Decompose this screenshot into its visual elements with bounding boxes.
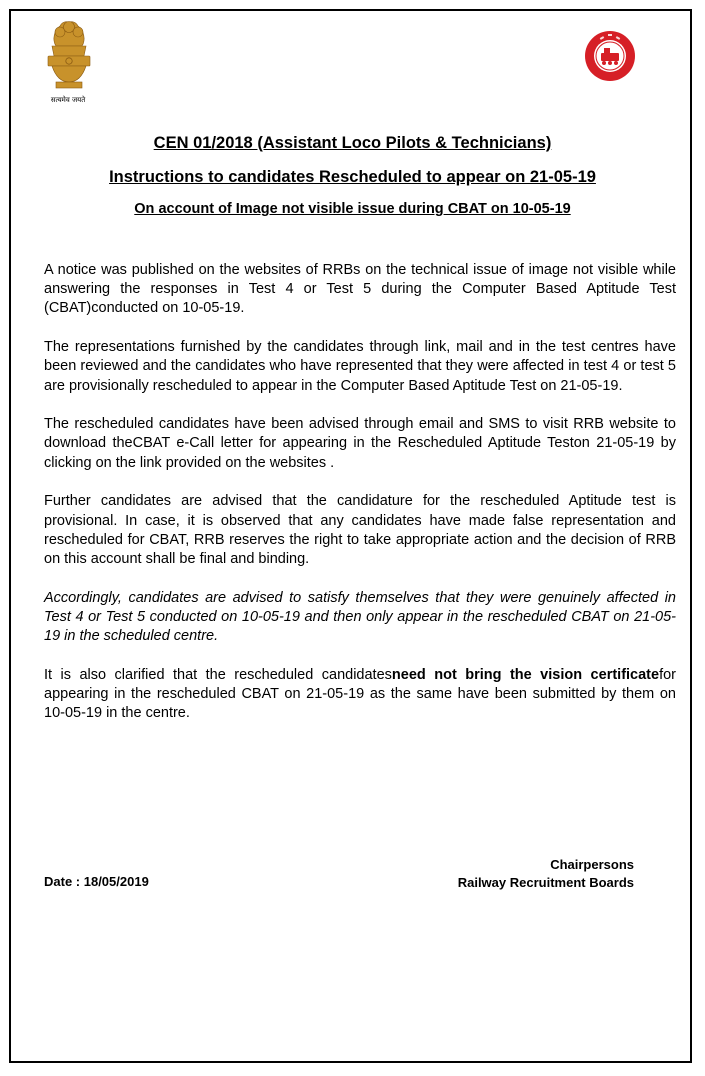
signature-block	[458, 856, 634, 891]
paragraph-4: Further candidates are advised that the candidature for the rescheduled Aptitude test is provisional. In case, it is observed that any candidates have made false representation and rescheduled for CBAT, RRB reserves the right to take appropriate action and the decision of RRB on this account shall be final and binding.	[44, 493, 676, 567]
notice-title-cen: CEN 01/2018 (Assistant Loco Pilots & Technicians)	[153, 134, 552, 152]
notice-body	[44, 261, 676, 723]
indian-railways-logo-icon	[584, 30, 636, 82]
paragraph-6-bold: need not bring the vision certificate	[391, 666, 660, 683]
paragraph-5: Accordingly, candidates are advised to satisfy themselves that they were genuinely affected in Test 4 or Test 5 conducted on 10-05-19 and then only appear in the rescheduled CBAT on 21-05-19 in the scheduled centre.	[44, 589, 676, 645]
signatory-org: Railway Recruitment Boards	[457, 874, 634, 890]
notice-title-reason: On account of Image not visible issue during CBAT on 10-05-19	[134, 201, 571, 217]
notice-date: Date : 18/05/2019	[44, 874, 149, 889]
paragraph-1: A notice was published on the websites of RRBs on the technical issue of image not visible while answering the responses in Test 4 or Test 5 during the Computer Based Aptitude Test (CBAT)conducted on 10-05-19.	[44, 262, 676, 317]
paragraph-2: The representations furnished by the candidates through link, mail and in the test centres have been reviewed and the candidates who have represented that they were affected in test 4 or test 5 are provisionally rescheduled to appear in the Computer Based Aptitude Test on 21-05-19.	[44, 339, 676, 394]
paragraph-6	[44, 666, 676, 724]
notice-title-instructions: Instructions to candidates Rescheduled to appear on 21-05-19	[109, 168, 596, 186]
paragraph-6-text-b: for appearing in the rescheduled CBAT on 21-05-19 as the same have been submitted by them on 10-05-19 in the centre.	[44, 666, 676, 722]
signatory-title: Chairpersons	[550, 857, 634, 872]
emblem-motto: सत्यमेव जयते	[50, 96, 86, 104]
paragraph-6-text-a: It is also clarified that the rescheduled candidates	[44, 666, 392, 683]
paragraph-3: The rescheduled candidates have been advised through email and SMS to visit RRB website to download theCBAT e-Call letter for appearing in the Rescheduled Aptitude Teston 21-05-19 by clicking on the link provided on the websites .	[44, 416, 676, 471]
